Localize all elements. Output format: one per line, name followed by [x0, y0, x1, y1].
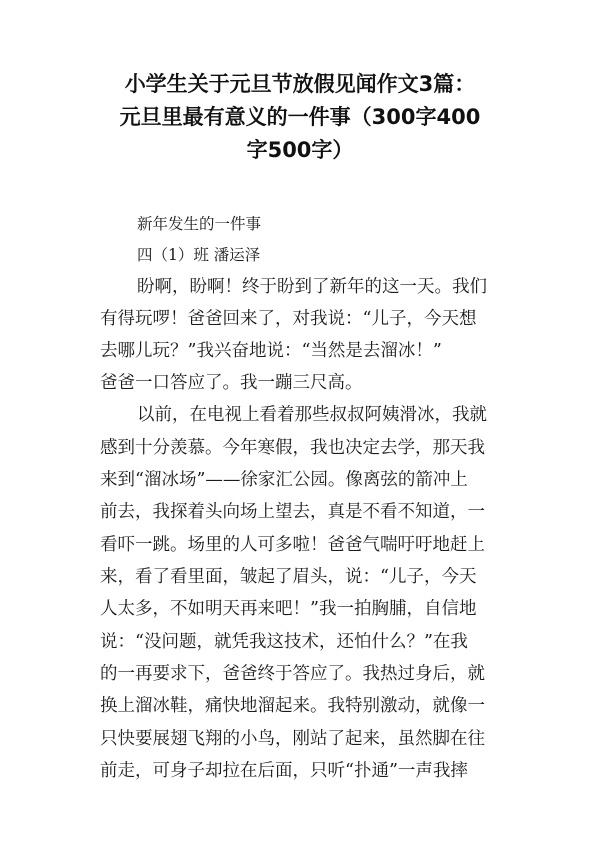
body-line: 以前，在电视上看着那些叔叔阿姨滑冰，我就 [137, 405, 487, 425]
body-line: 换上溜冰鞋，痛快地溜起来。我特别激动，就像一 [100, 696, 485, 716]
author-line: 四（1）班 潘运泽 [137, 246, 261, 264]
body-line: 来，看了看里面，皱起了眉头，说：“儿子，今天 [100, 567, 477, 587]
body-line: 盼啊，盼啊！终于盼到了新年的这一天。我们 [137, 277, 487, 297]
body-line: 有得玩啰！爸爸回来了，对我说：“儿子，今天想 [100, 309, 477, 329]
body-line: 来到“溜冰场”——徐家汇公园。像离弦的箭冲上 [100, 470, 468, 490]
body-line: 说：“没问题，就凭我这技术，还怕什么？”在我 [100, 632, 468, 652]
body-line: 去哪儿玩？”我兴奋地说：“当然是去溜冰！” [100, 341, 442, 361]
body-line: 爸爸一口答应了。我一蹦三尺高。 [100, 373, 363, 393]
body-line: 感到十分羡慕。今年寒假，我也决定去学，那天我 [100, 438, 485, 458]
article-title: 新年发生的一件事 [137, 215, 262, 233]
body-line: 看吓一跳。场里的人可多啦！爸爸气喘吁吁地赶上 [100, 535, 485, 555]
title-line: 小学生关于元旦节放假见闻作文3篇： [124, 72, 476, 96]
body-line: 的一再要求下，爸爸终于答应了。我热过身后，就 [100, 664, 485, 684]
body-line: 前去，我探着头向场上望去，真是不看不知道，一 [100, 502, 485, 522]
title-line: 字500字） [246, 138, 354, 162]
title-line: 元旦里最有意义的一件事（300字400 [119, 105, 481, 129]
body-line: 只快要展翅飞翔的小鸟，刚站了起来，虽然脚在往 [100, 729, 485, 749]
body-line: 前走，可身子却拉在后面，只听“扑通”一声我摔 [100, 761, 468, 781]
document-title [80, 68, 520, 167]
body-line: 人太多，不如明天再来吧！”我一拍胸脯，自信地 [100, 599, 477, 619]
